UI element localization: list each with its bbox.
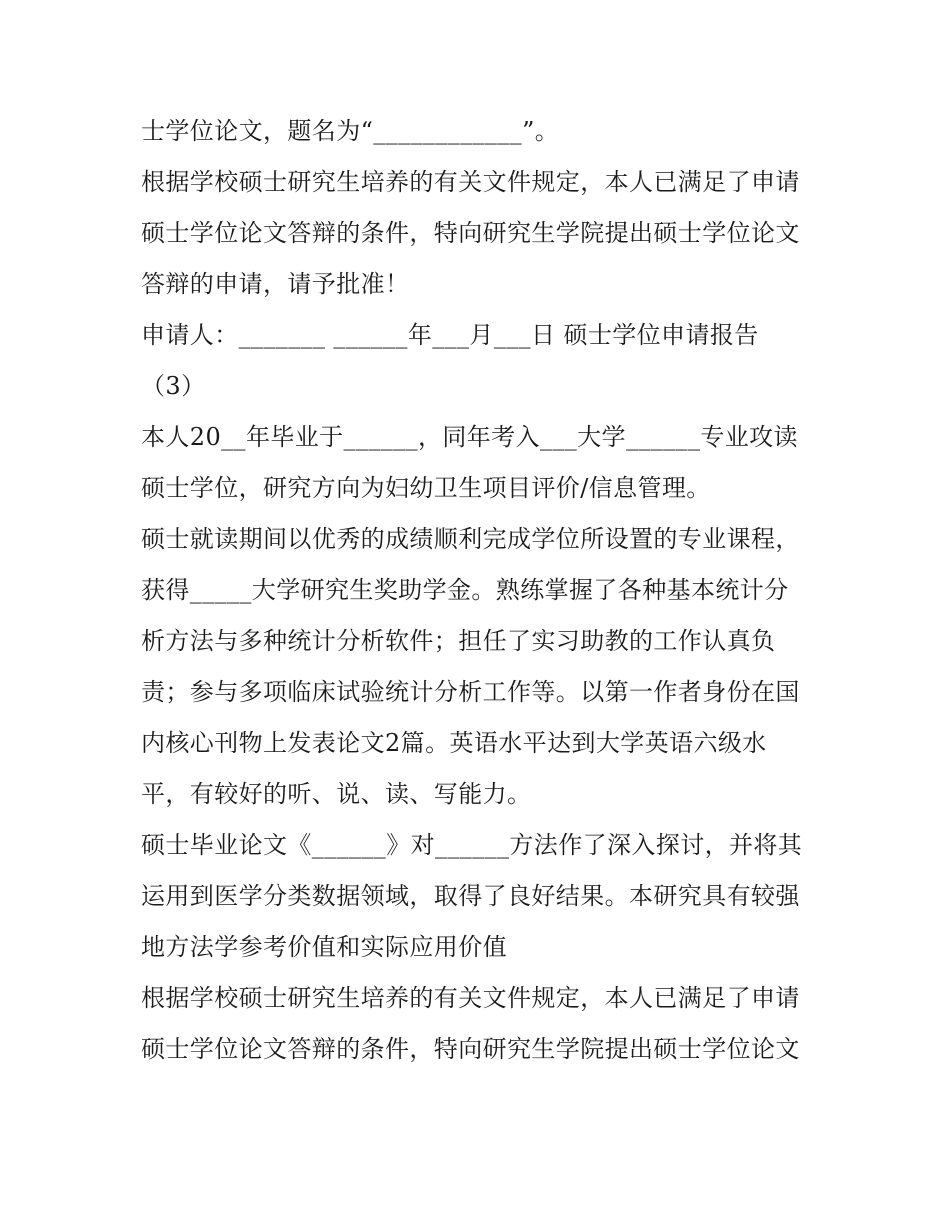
text-line: 平，有较好的听、说、读、写能力。: [141, 780, 532, 808]
text-line: 获得_____大学研究生奖助学金。熟练掌握了各种基本统计分: [141, 576, 789, 604]
text-line: 责；参与多项临床试验统计分析工作等。以第一作者身份在国: [141, 678, 800, 706]
text-line: 硕士学位论文答辩的条件，特向研究生学院提出硕士学位论文: [141, 219, 800, 247]
applicant-signature-line: 申请人：_______ ______年___月___日 硕士学位申请报告: [141, 321, 759, 349]
document-body: [141, 106, 821, 1075]
text-line: 根据学校硕士研究生培养的有关文件规定，本人已满足了申请: [141, 168, 800, 196]
text-line: 硕士就读期间以优秀的成绩顺利完成学位所设置的专业课程，: [141, 525, 800, 553]
text-line: 地方法学参考价值和实际应用价值: [141, 933, 507, 961]
text-line: 本人20__年毕业于______，同年考入___大学______专业攻读: [141, 423, 798, 451]
text-line: 内核心刊物上发表论文2篇。英语水平达到大学英语六级水: [141, 729, 767, 757]
text-line: 根据学校硕士研究生培养的有关文件规定，本人已满足了申请: [141, 984, 800, 1012]
text-line: 士学位论文，题名为“____________”。: [141, 117, 560, 145]
text-line: 运用到医学分类数据领域，取得了良好结果。本研究具有较强: [141, 882, 800, 910]
text-line: 硕士毕业论文《______》对______方法作了深入探讨，并将其: [141, 831, 803, 859]
text-line: 答辩的申请，请予批准！: [141, 270, 410, 298]
text-line: 硕士学位，研究方向为妇幼卫生项目评价/信息管理。: [141, 474, 711, 502]
text-line: 析方法与多种统计分析软件；担任了实习助教的工作认真负: [141, 627, 776, 655]
text-line: 硕士学位论文答辩的条件，特向研究生学院提出硕士学位论文: [141, 1035, 800, 1063]
section-number: （3）: [141, 372, 206, 400]
